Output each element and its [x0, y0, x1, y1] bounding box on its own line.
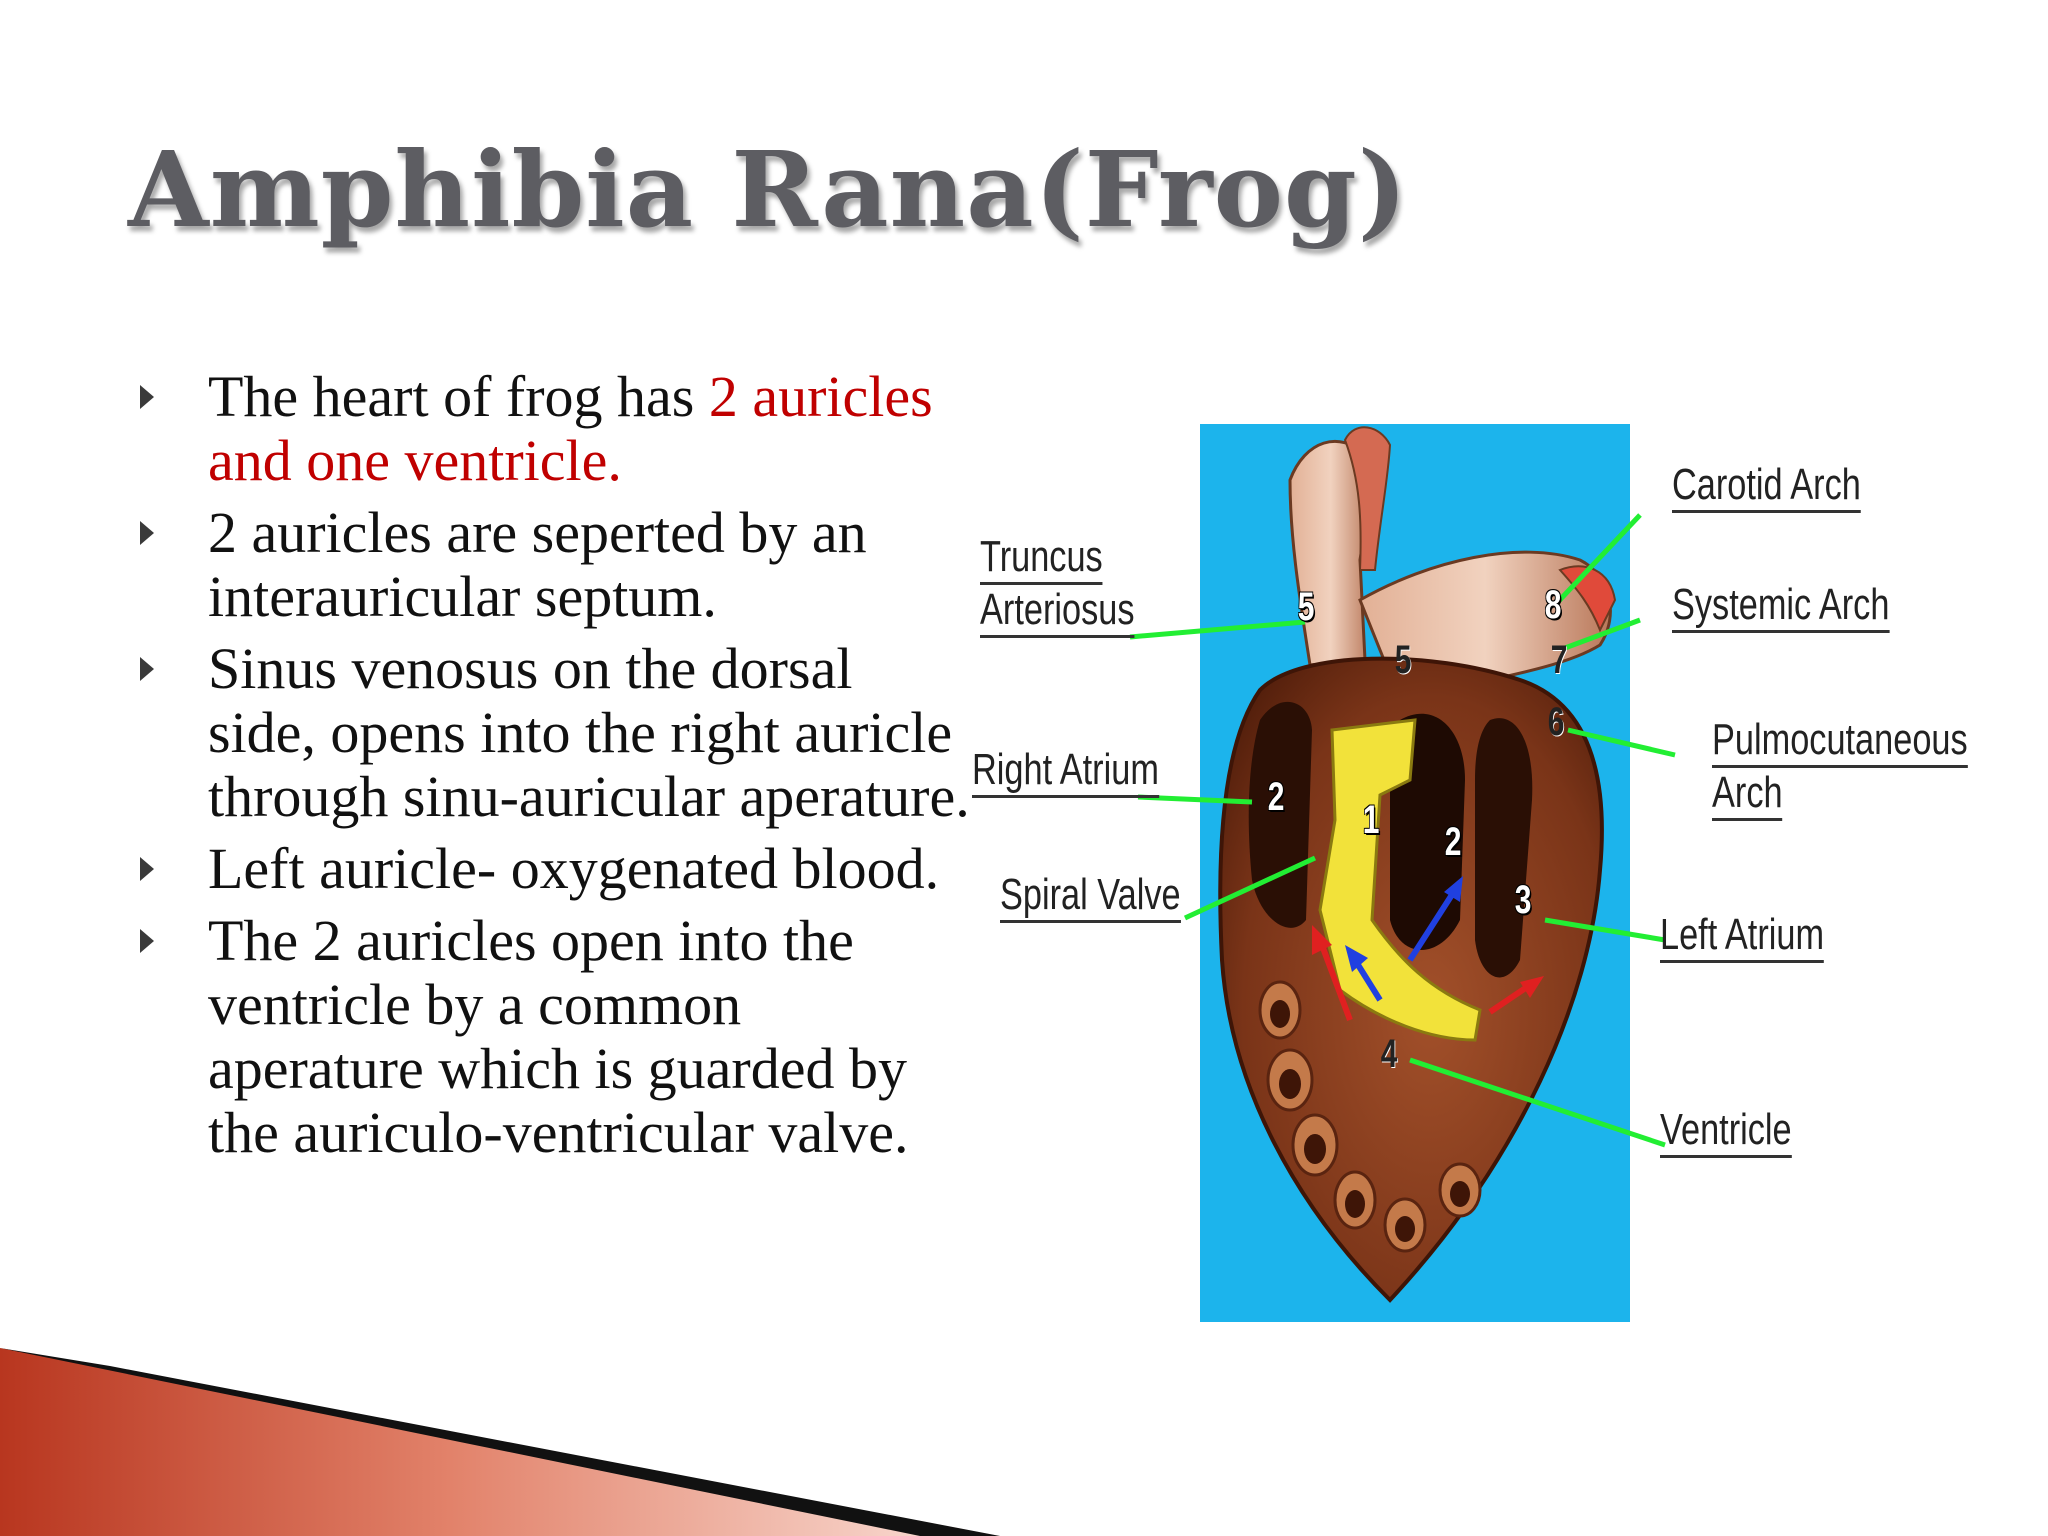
- number-label: 1: [1362, 798, 1380, 842]
- bullet-text: Left auricle- oxygenated blood.: [208, 836, 940, 901]
- number-label: 2: [1267, 775, 1285, 819]
- frog-heart-diagram: [960, 400, 2020, 1350]
- number-label: 5: [1297, 585, 1315, 629]
- bullet-arrow-icon: [140, 657, 154, 681]
- number-label: 4: [1380, 1032, 1398, 1076]
- bullet-highlight: 2 auricles and one ventricle.: [208, 364, 933, 493]
- bullet-item: [140, 837, 970, 901]
- bullet-text: The 2 auricles open into the ventricle by a common aperature which is guarded by the auriculo-ventricular valve.: [208, 908, 909, 1165]
- bullet-item: [140, 365, 970, 493]
- bullet-arrow-icon: [140, 385, 154, 409]
- number-label: 8: [1544, 583, 1562, 627]
- label-ventricle: Ventricle: [1660, 1105, 1792, 1158]
- bullet-arrow-icon: [140, 929, 154, 953]
- bullet-text: 2 auricles are seperted by an interauricular septum.: [208, 500, 867, 629]
- bullet-text: Sinus venosus on the dorsal side, opens into the right auricle through sinu-auricular aperature.: [208, 636, 970, 829]
- number-label: 2: [1444, 820, 1462, 864]
- bullet-item: [140, 909, 970, 1165]
- label-carotid-arch: Carotid Arch: [1672, 460, 1861, 513]
- bullet-item: [140, 637, 970, 829]
- decorative-wedge: [0, 1286, 1000, 1536]
- bullet-arrow-icon: [140, 857, 154, 881]
- number-label: 7: [1550, 638, 1568, 682]
- label-spiral-valve: Spiral Valve: [1000, 870, 1181, 923]
- label-systemic-arch: Systemic Arch: [1672, 580, 1889, 633]
- number-label: 3: [1514, 878, 1532, 922]
- label-pulmocutaneous-arch: Pulmocutaneous Arch: [1712, 715, 1968, 821]
- slide-title: Amphibia Rana(Frog): [128, 128, 1408, 251]
- number-label: 6: [1547, 700, 1565, 744]
- label-truncus-arteriosus: Truncus Arteriosus: [980, 532, 1135, 638]
- label-right-atrium: Right Atrium: [972, 745, 1159, 798]
- bullet-arrow-icon: [140, 521, 154, 545]
- bullet-text: The heart of frog has: [208, 364, 709, 429]
- bullet-list: [140, 365, 970, 1173]
- label-left-atrium: Left Atrium: [1660, 910, 1824, 963]
- bullet-item: [140, 501, 970, 629]
- number-label: 5: [1394, 638, 1412, 682]
